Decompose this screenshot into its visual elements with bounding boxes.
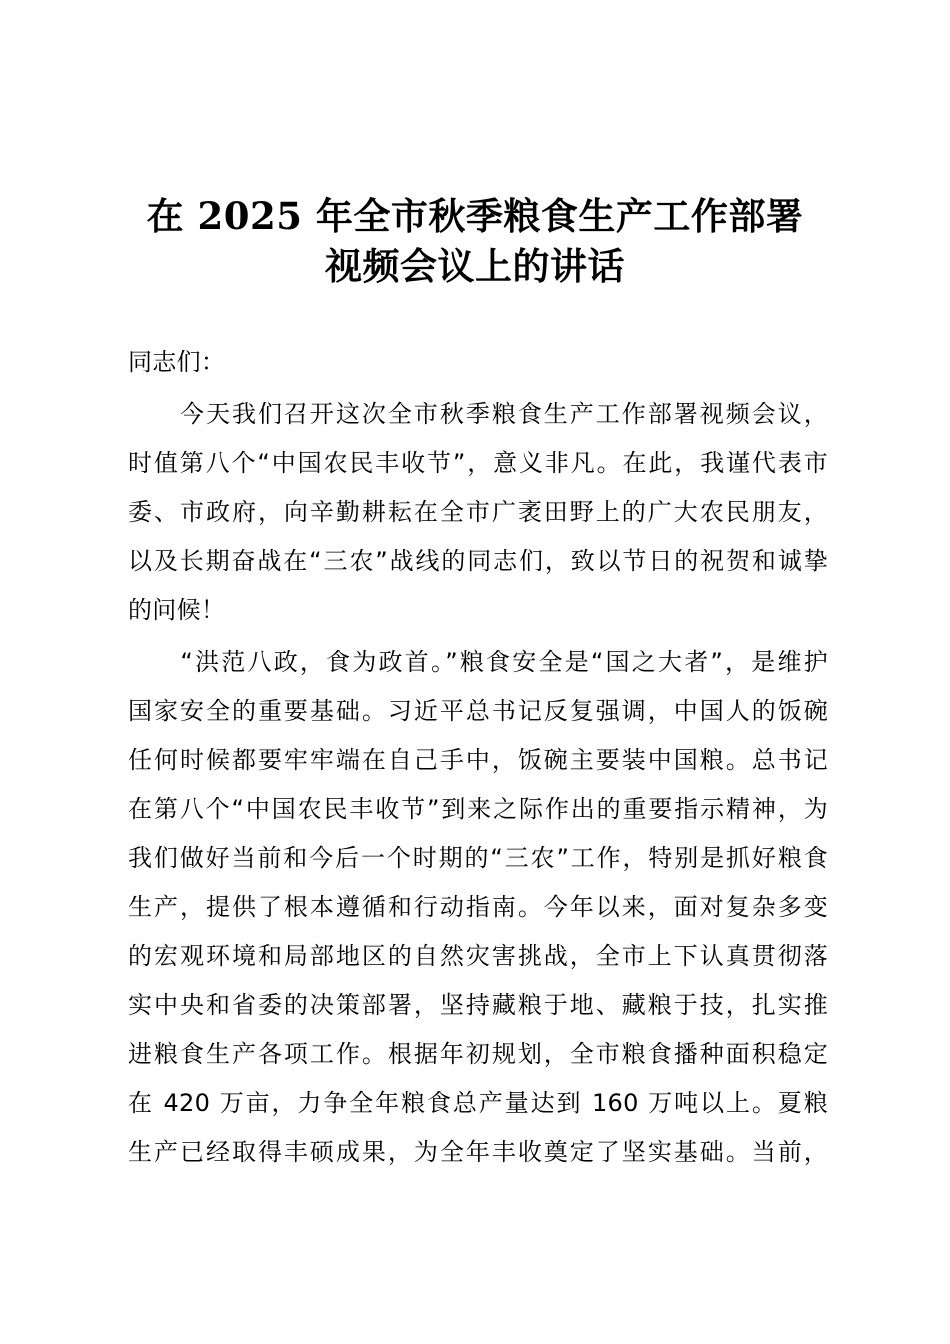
paragraph-2-line: 生产已经取得丰硕成果，为全年丰收奠定了坚实基础。当前， [128, 1138, 828, 1166]
paragraph-2-line: 进粮食生产各项工作。根据年初规划，全市粮食播种面积稳定 [128, 1040, 828, 1068]
paragraph-2-line: 在第八个“中国农民丰收节”到来之际作出的重要指示精神，为 [128, 795, 828, 823]
paragraph-1-line: 今天我们召开这次全市秋季粮食生产工作部署视频会议， [128, 400, 828, 428]
paragraph-1-line: 时值第八个“中国农民丰收节”，意义非凡。在此，我谨代表市 [128, 449, 828, 477]
paragraph-2-line: 实中央和省委的决策部署，坚持藏粮于地、藏粮于技，扎实推 [128, 991, 828, 1019]
paragraph-2-line: 生产，提供了根本遵循和行动指南。今年以来，面对复杂多变 [128, 893, 828, 921]
paragraph-1-line: 以及长期奋战在“三农”战线的同志们，致以节日的祝贺和诚挚 [128, 547, 828, 575]
document-title-line-2: 视频会议上的讲话 [325, 244, 625, 288]
paragraph-1-line: 委、市政府，向辛勤耕耘在全市广袤田野上的广大农民朋友， [128, 498, 828, 526]
paragraph-2-line: “洪范八政，食为政首。”粮食安全是“国之大者”，是维护 [128, 648, 828, 676]
paragraph-2-line: 在 420 万亩，力争全年粮食总产量达到 160 万吨以上。夏粮 [128, 1089, 828, 1117]
paragraph-1-line: 的问候！ [128, 596, 226, 624]
paragraph-2-line: 的宏观环境和局部地区的自然灾害挑战，全市上下认真贯彻落 [128, 942, 828, 970]
paragraph-2-line: 国家安全的重要基础。习近平总书记反复强调，中国人的饭碗 [128, 697, 828, 725]
document-title-line-1: 在 2025 年全市秋季粮食生产工作部署 [146, 194, 804, 238]
salutation: 同志们： [128, 348, 226, 376]
paragraph-2-line: 任何时候都要牢牢端在自己手中，饭碗主要装中国粮。总书记 [128, 746, 828, 774]
paragraph-2-line: 我们做好当前和今后一个时期的“三农”工作，特别是抓好粮食 [128, 844, 828, 872]
